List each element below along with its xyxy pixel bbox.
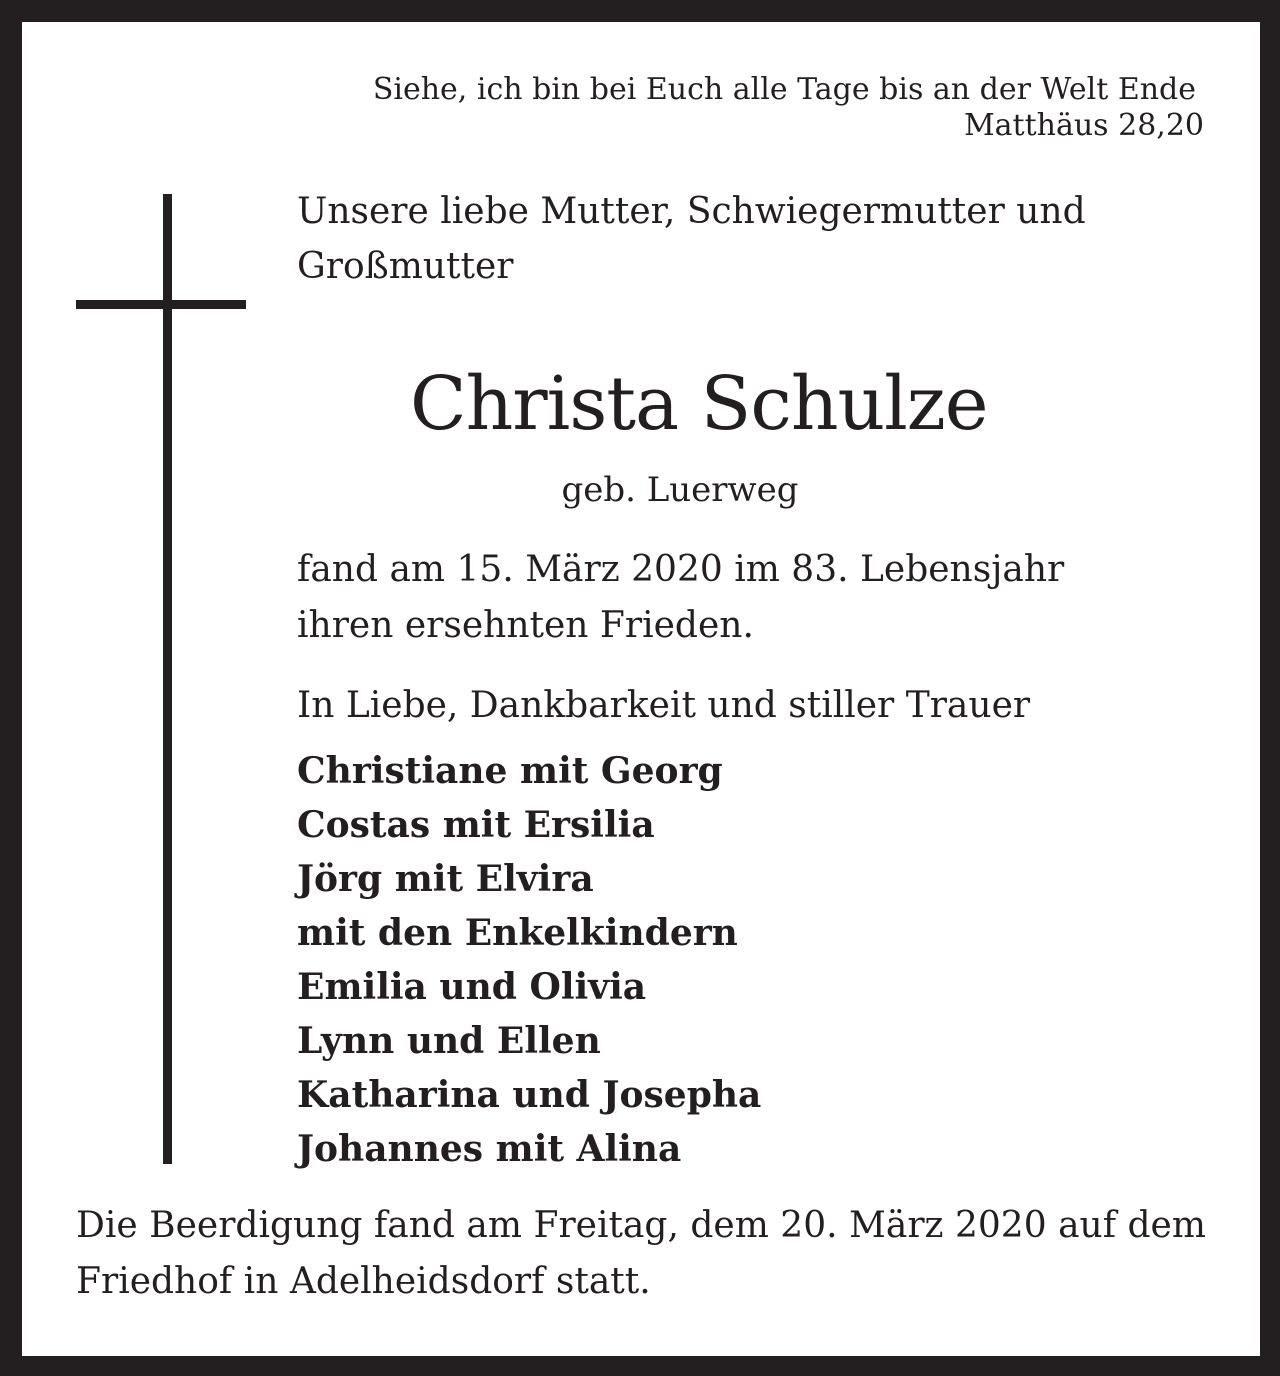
mourner-name: Katharina und Josepha xyxy=(297,1074,762,1116)
obituary-notice xyxy=(22,22,1260,1356)
mourner-name: Johannes mit Alina xyxy=(297,1128,682,1170)
cross-horizontal-bar xyxy=(76,300,246,309)
intro-text xyxy=(297,184,1177,294)
death-notice-line-2: ihren ersehnten Frieden. xyxy=(297,605,754,646)
death-notice xyxy=(297,542,1197,654)
intro-line-2: Großmutter xyxy=(297,246,514,287)
deceased-name: Christa Schulze xyxy=(410,361,988,447)
mourner-name: Jörg mit Elvira xyxy=(297,858,594,900)
death-notice-line-1: fand am 15. März 2020 im 83. Lebensjahr xyxy=(297,549,1065,590)
mourner-name: Lynn und Ellen xyxy=(297,1020,601,1062)
mourner-name: Emilia und Olivia xyxy=(297,966,647,1008)
mourner-name: Costas mit Ersilia xyxy=(297,804,655,846)
maiden-name: geb. Luerweg xyxy=(561,470,799,510)
mourners-list xyxy=(297,744,761,1176)
bible-quote-reference: Matthäus 28,20 xyxy=(963,108,1204,143)
mourning-intro: In Liebe, Dankbarkeit und stiller Trauer xyxy=(297,685,1031,726)
mourner-name: Christiane mit Georg xyxy=(297,750,723,792)
bible-quote xyxy=(373,72,1204,144)
cross-vertical-bar xyxy=(163,194,172,1164)
intro-line-1: Unsere liebe Mutter, Schwiegermutter und xyxy=(297,191,1086,232)
bible-quote-text: Siehe, ich bin bei Euch alle Tage bis an der Welt Ende xyxy=(372,72,1196,107)
mourner-name: mit den Enkelkindern xyxy=(297,912,738,954)
funeral-notice: Die Beerdigung fand am Freitag, dem 20. März 2020 auf dem Friedhof in Adelheidsdorf statt. xyxy=(76,1205,1206,1302)
